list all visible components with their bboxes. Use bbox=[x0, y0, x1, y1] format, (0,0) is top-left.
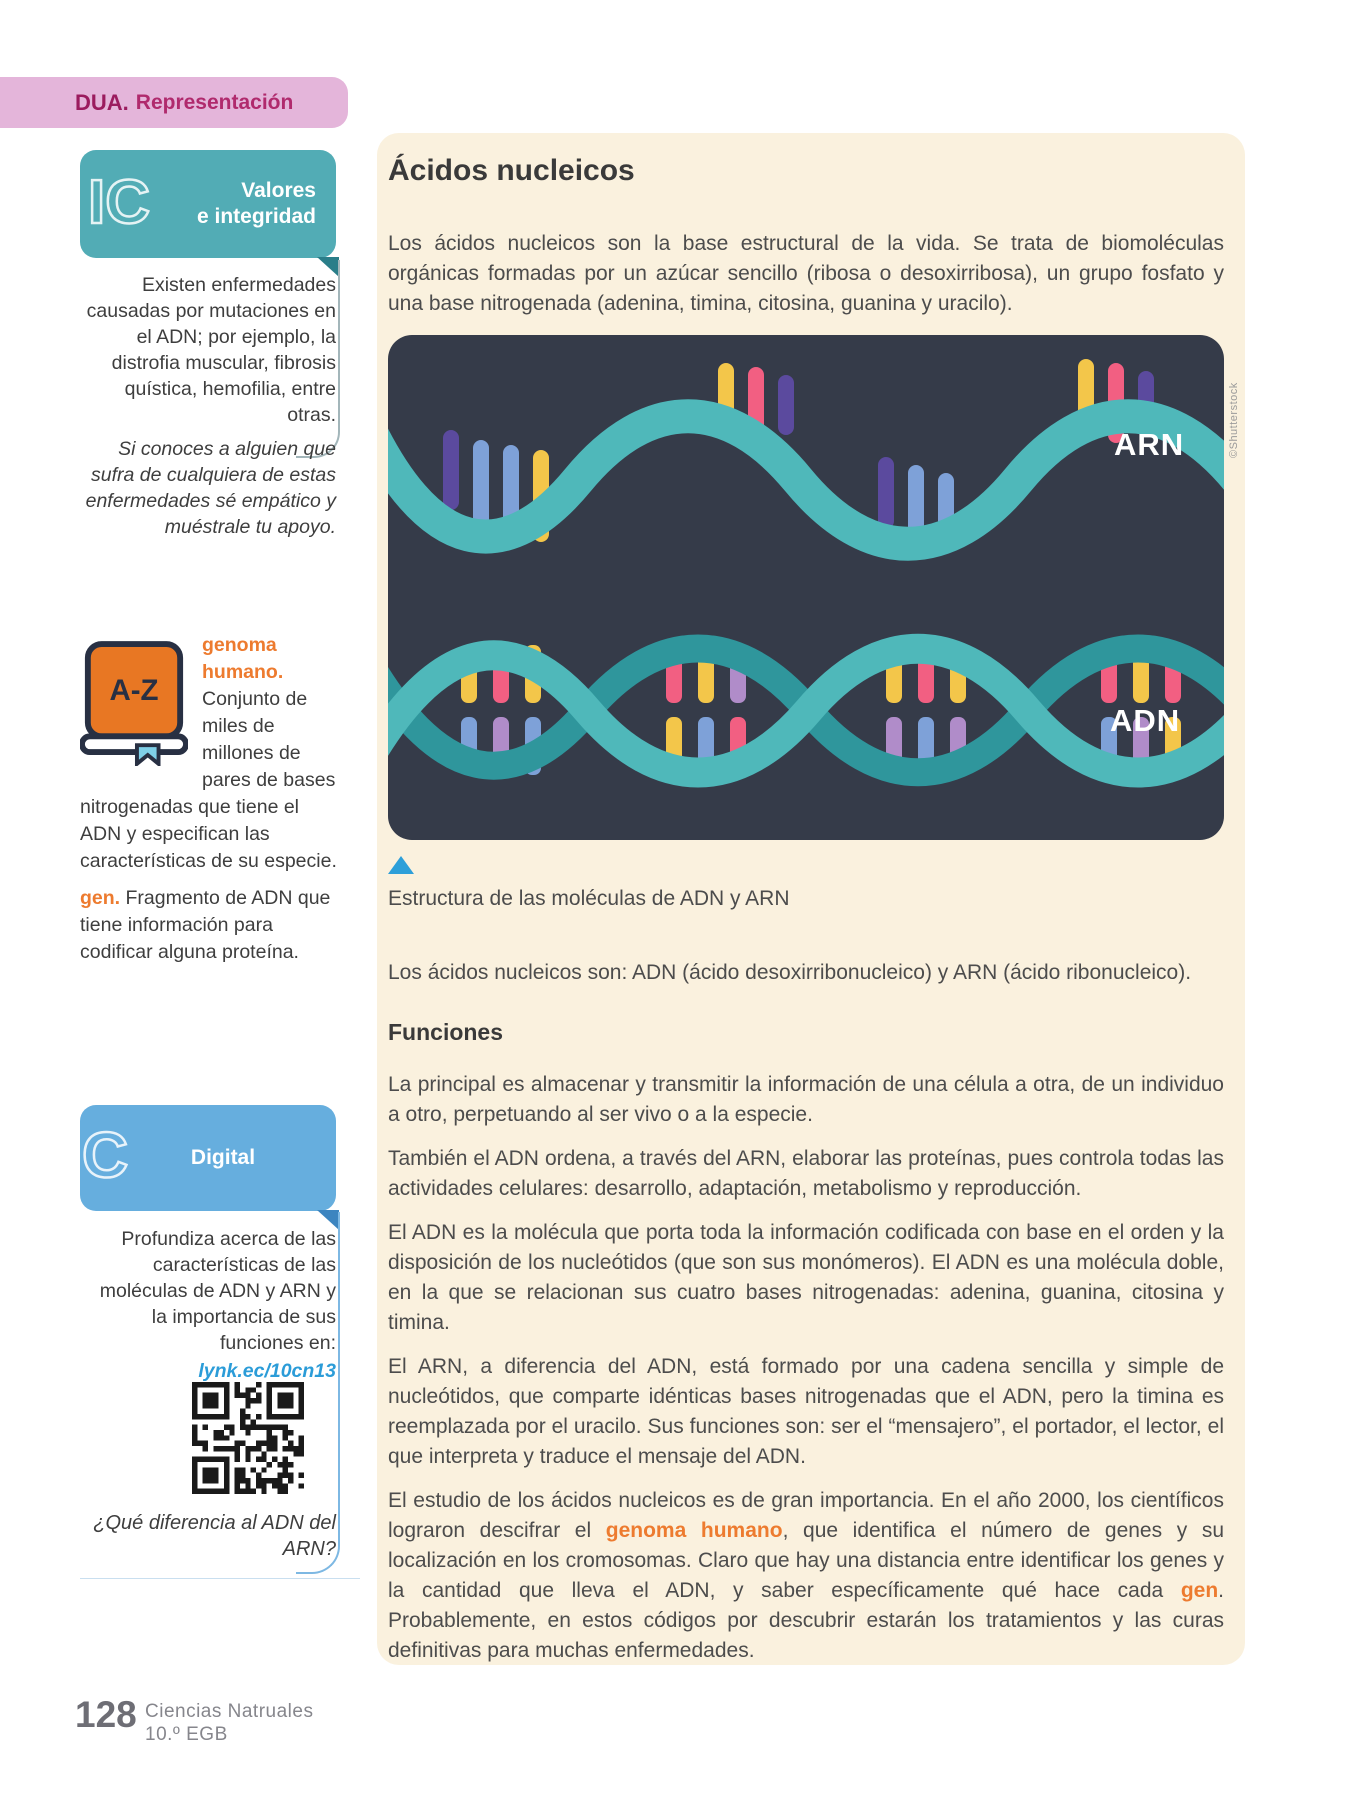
footer-subject-block bbox=[145, 1700, 313, 1746]
valores-title-line2: e integridad bbox=[196, 205, 316, 228]
valores-note: Si conoces a alguien que sufra de cualquiera de estas enfermedades sé empático y muéstrale tu apoyo. bbox=[85, 438, 336, 538]
ic-logo-icon: IC bbox=[88, 168, 150, 237]
figure-label-arn: ARN bbox=[1114, 427, 1185, 462]
dna-rna-figure bbox=[388, 335, 1224, 840]
digital-title bbox=[80, 1105, 336, 1211]
sidebar-divider-line bbox=[80, 1578, 360, 1579]
digital-paragraph-text: Profundiza acerca de las características de las moléculas de ADN y ARN y la importancia de sus funciones en: bbox=[99, 1228, 336, 1354]
valores-title bbox=[197, 150, 316, 258]
glossary-term: gen. bbox=[80, 887, 121, 909]
paragraph: También el ADN ordena, a través del ARN, elaborar las proteínas, pues controla todas las actividades celulares: desarrollo, adaptación, metabolismo y reproducción. bbox=[388, 1147, 1224, 1200]
valores-paragraph: Existen enfermedades causadas por mutaciones en el ADN; por ejemplo, la distrofia muscular, fibrosis quística, hemofilia, entre otras. bbox=[86, 274, 336, 426]
dua-prefix: DUA. bbox=[75, 89, 129, 115]
adn-helix-illustration bbox=[388, 583, 1224, 838]
glossary-term: genoma humano. bbox=[202, 634, 284, 683]
paragraph: El estudio de los ácidos nucleicos es de gran importancia. En el año 2000, los científicos lograron descifrar el genoma humano, que identifica el número de genes y su localización en los cromosomas. Claro que hay una distancia entre identificar los genes y la cantidad que lleva el ADN, y saber específicamente qué hace cada gen. Probablemente, en estos códigos por descubrir estarán los tratamientos y las curas definitivas para muchas enfermedades. bbox=[388, 1489, 1225, 1662]
c-logo-icon: C bbox=[82, 1119, 129, 1191]
main-content-panel bbox=[377, 133, 1245, 1665]
section-heading-funciones: Funciones bbox=[388, 1019, 504, 1045]
paragraph: La principal es almacenar y transmitir la información de una célula a otra, de un individuo a otro, perpetuando al ser vivo o a la especie. bbox=[388, 1073, 1224, 1126]
footer-page-number: 128 bbox=[75, 1694, 137, 1735]
dictionary-icon bbox=[80, 638, 188, 766]
dua-badge bbox=[0, 77, 348, 128]
qr-code bbox=[192, 1382, 304, 1494]
digital-box bbox=[80, 1105, 336, 1211]
intro-paragraph: Los ácidos nucleicos son la base estructural de la vida. Se trata de biomoléculas orgánicas formadas por un azúcar sencillo (ribosa o desoxirribosa), un grupo fosfato y una base nitrogenada (adenina, timina, citosina, guanina y uracilo). bbox=[388, 232, 1224, 315]
figure-caption: Estructura de las moléculas de ADN y ARN bbox=[388, 887, 790, 910]
dua-label: Representación bbox=[135, 90, 294, 114]
glossary-definition: Fragmento de ADN que tiene información para codificar alguna proteína. bbox=[80, 887, 331, 963]
glossary-definition: Conjunto de miles de millones de pares de bases nitrogenadas que tiene el ADN y especifican las características de su especie. bbox=[80, 688, 337, 872]
svg-text:A-Z: A-Z bbox=[109, 674, 159, 708]
glossary-block bbox=[80, 632, 342, 976]
valores-box bbox=[80, 150, 336, 258]
digital-paragraph bbox=[80, 1226, 336, 1384]
footer-subject: Ciencias Natruales bbox=[145, 1701, 314, 1722]
glossary-entry-gen bbox=[80, 885, 342, 966]
caption-arrow-icon bbox=[388, 856, 414, 874]
paragraph: El ADN es la molécula que porta toda la información codificada con base en el orden y la disposición de los nucleótidos (que son sus monómeros). El ADN es una molécula doble, en la que se relacionan sus cuatro bases nitrogenadas: adenina, guanina, citosina y timina. bbox=[388, 1221, 1224, 1334]
digital-link[interactable]: lynk.ec/10cn13 bbox=[198, 1360, 336, 1382]
types-paragraph: Los ácidos nucleicos son: ADN (ácido desoxirribonucleico) y ARN (ácido ribonucleico). bbox=[388, 961, 1192, 984]
valores-title-line1: Valores bbox=[241, 179, 316, 202]
image-credit: ©Shutterstock bbox=[1228, 382, 1240, 458]
digital-question: ¿Qué diferencia al ADN del ARN? bbox=[93, 1512, 336, 1560]
paragraph: El ARN, a diferencia del ADN, está formado por una cadena sencilla y simple de nucleótidos, que comparte idénticas bases nitrogenadas que el ADN, pero la timina es reemplazada por el uracilo. Sus funciones son: ser el “mensajero”, el portador, el lector, el que interpreta y traduce el mensaje del ADN. bbox=[388, 1355, 1224, 1468]
footer-grade: 10.º EGB bbox=[145, 1724, 228, 1745]
arn-helix-illustration bbox=[388, 345, 1224, 585]
figure-label-adn: ADN bbox=[1110, 703, 1181, 738]
page-title: Ácidos nucleicos bbox=[388, 154, 635, 187]
digital-title-text: Digital bbox=[190, 1146, 256, 1169]
